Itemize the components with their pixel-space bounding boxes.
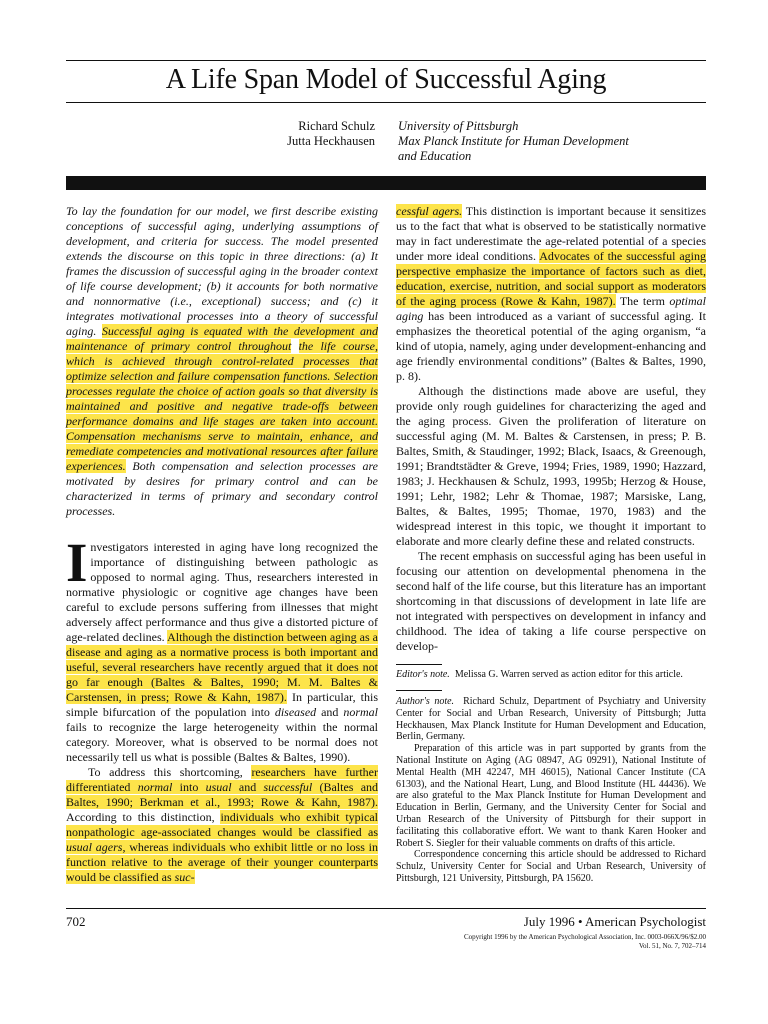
- author-names: [240, 119, 375, 149]
- abstract-text: Both compensation and selection processes are motivated by desires for primary control and can be characterized in terms of primary and secondary control processes.: [66, 459, 379, 518]
- journal-citation: July 1996 • American Psychologist: [523, 914, 706, 929]
- footnote-rule: [396, 690, 442, 691]
- highlighted-text: Advocates of the successful aging perspective emphasize the importance of factors such as diet, education, exercise, nutrition, and social support as moderators of the aging process (Rowe & Kahn, 1987).: [396, 249, 707, 308]
- body-left-column: [66, 532, 379, 885]
- highlighted-text: the life course, which is achieved through control-related processes that optimize selection and failure compensation functions. Selection processes regulate the choice of action goals so that diversity is maintained and positive and negative trade-offs between performance domains and life stages are taken into account. Compensation mechanisms serve to maintain, enhance, and remediate competencies and motivational resources after failure experiences.: [66, 339, 378, 473]
- footer-rule: [66, 908, 706, 909]
- paragraph: Investigators interested in aging have long recognized the importance of distinguishing between pathologic as opposed to normal aging. Thus, researchers interested in normative physiologic or cognitive age changes have been careful to exclude persons suffering from illnesses that might adversely affect performance and thus give a distorted picture of age-related declines. Although the distinction between aging as a disease and aging as a normative process is both important and useful, several researchers have recently argued that it does not go far enough (Baltes & Baltes, 1990; M. M. Baltes & Carstensen, in press; Rowe & Kahn, 1987). In particular, this simple bifurcation of the population into diseased and normal fails to recognize the large heterogeneity within the normal category. Moreover, what is observed to be normal does not necessarily tell us what is possible (Baltes & Baltes, 1990).: [66, 532, 379, 764]
- author-name: Richard Schulz: [298, 119, 375, 133]
- abstract: [66, 204, 378, 519]
- author-name: Jutta Heckhausen: [287, 134, 375, 148]
- paragraph: To address this shortcoming, researchers have further differentiated normal into usual and successful (Baltes and Baltes, 1990; Berkman et al., 1993; Rowe & Kahn, 1987). According to this distinction, individuals who exhibit typical nonpathologic age-associated changes would be classified as usual agers, whereas individuals who exhibit little or no loss in function relative to the average of their younger counterparts would be classified as suc-: [66, 765, 379, 884]
- highlighted-text: Although the distinction between aging as a disease and aging as a normative process is both important and useful, several researchers have recently argued that it does not go far enough (Baltes & Baltes, 1990; M. M. Baltes & Carstensen, in press; Rowe & Kahn, 1987).: [66, 630, 378, 704]
- article-title: A Life Span Model of Successful Aging: [165, 64, 607, 95]
- affiliation: Max Planck Institute for Human Development: [398, 134, 629, 148]
- author-affiliations: [398, 119, 728, 164]
- thick-header-bar: [66, 176, 706, 190]
- highlighted-text: individuals who exhibit typical nonpathologic age-associated changes would be classified as usual agers, whereas individuals who exhibit little or no loss in function relative to the average of their younger counterparts would be classified as suc-: [66, 810, 379, 884]
- paragraph: Although the distinctions made above are useful, they provide only rough guidelines for characterizing the aged and the aging process. Given the proliferation of literature on successful aging (M. M. Baltes & Carstensen, in press; P. B. Baltes, Smith, & Staudinger, 1992; Black, Isaacs, & Greenough, 1991; Brandtstädter & Greve, 1994; Fries, 1989, 1990; Hazzard, 1983; J. Heckhausen & Schulz, 1993, 1995b; Herzog & House, 1991; Lehr, 1982; Lehr & Thomae, 1987; Marsiske, Lang, Baltes, & Baltes, 1995; Thomae, 1970, 1983) and the widespread interest in this topic, we thought it important to elaborate and more clearly define these and related constructs.: [396, 384, 706, 548]
- body-right-column: [396, 204, 706, 654]
- highlighted-text: Successful aging is equated with the development and maintenance of primary control throughout: [66, 324, 378, 353]
- affiliation: University of Pittsburgh: [398, 119, 519, 133]
- paragraph: The recent emphasis on successful aging has been useful in focusing our attention on developmental phenomena in the second half of the life course, but this literature has an important shortcoming in that discussions of development in late life are not integrated with perspectives on development in infancy and childhood. The idea of taking a life course perspective on develop-: [396, 549, 706, 653]
- paragraph: cessful agers. This distinction is important because it sensitizes us to the fact that what is observed to be statistically normative may in fact underestimate the age-related potential of a species under more ideal conditions. Advocates of the successful aging perspective emphasize the importance of factors such as diet, education, exercise, nutrition, and social support as moderators of the aging process (Rowe & Kahn, 1987). The term optimal aging has been introduced as a variant of successful aging. It emphasizes the theoretical potential of the aging organism, “a kind of utopia, namely, aging under development-enhancing and age friendly environmental conditions” (Baltes & Baltes, 1990, p. 8).: [396, 204, 707, 383]
- highlighted-text: researchers have further differentiated normal into usual and successful (Baltes and Baltes, 1990; Berkman et al., 1993; Rowe & Kahn, 1987).: [66, 765, 379, 809]
- author-note: Author's note. Richard Schulz, Department of Psychiatry and University Center for Social and Urban Research, University of Pittsburgh; Jutta Heckhausen, Max Planck Institute for Human Development and Education, Berlin, Germany. Preparation of this article was in part supported by grants from the National Institute on Aging (AG 08947, AG 09291), National Institute of Mental Health (MH 42247, MH 46015), National Cancer Institute (CA 61303), and the National Heart, Lung, and Blood Institute (HL 44436). We are also grateful to the Max Planck Institute for Human Development and Education in Berlin, Germany, and the University Center for Social and Urban Research of the University of Pittsburgh for their support in facilitating this collaborative effort. We want to thank Karen Hooker and Robert S. Siegler for their valuable comments on drafts of this article. Correspondence concerning this article should be addressed to Richard Schulz, University Center for Social and Urban Research, University of Pittsburgh, 121 University, Pittsburgh, PA 15620.: [396, 696, 706, 884]
- highlighted-text: cessful agers.: [396, 204, 463, 218]
- affiliation: and Education: [398, 149, 472, 163]
- page-number: 702: [66, 914, 86, 929]
- abstract-text: To lay the foundation for our model, we first describe existing conceptions of successful aging, underlying assumptions of development, and criteria for success. The model presented extends the discourse on this topic in three directions: (a) It frames the discussion of successful aging in the broader context of life course development; (b) it accounts for both normative and nonnormative (i.e., exceptional) success; and (c) it integrates motivational processes into a theory of successful aging.: [66, 204, 378, 338]
- drop-cap: I: [66, 532, 88, 593]
- copyright: Copyright 1996 by the American Psychological Association, Inc. 0003-066X/96/$2.00 Vol. 51, No. 7, 702–714: [463, 933, 706, 950]
- top-rule: [66, 60, 706, 61]
- editor-note: Editor's note. Melissa G. Warren served as action editor for this article.: [396, 669, 683, 680]
- footnote-rule: [396, 664, 442, 665]
- title-underline: [66, 102, 706, 103]
